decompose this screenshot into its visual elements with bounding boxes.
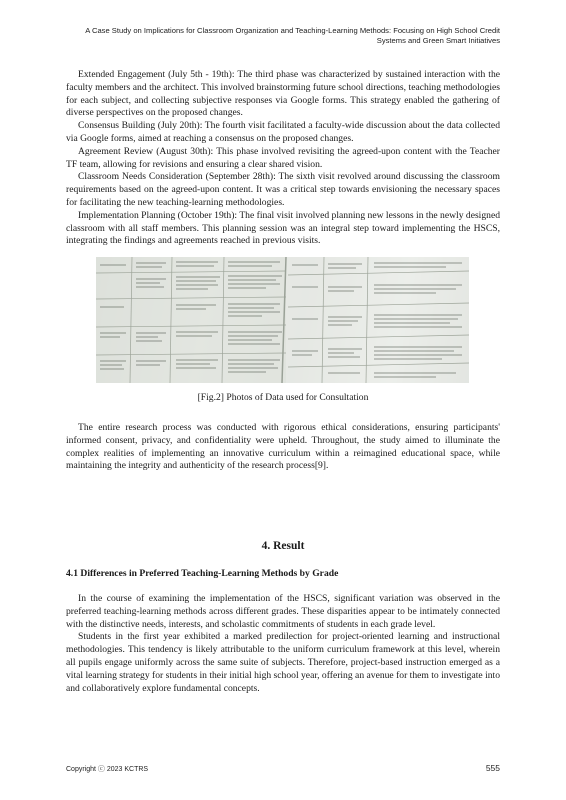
paragraph-classroom-needs: Classroom Needs Consideration (September 28th): The sixth visit revolved around discussing the classroom requirements based on the agreed-upon content. It was a critical step towards envisioning the necessary spaces for facilitating the new teaching-learning methodologies. <box>66 171 500 208</box>
methodology-phases-text <box>66 69 500 248</box>
page-number: 555 <box>485 763 500 773</box>
figure-caption: [Fig.2] Photos of Data used for Consultation <box>197 392 369 403</box>
paragraph-first-year: Students in the first year exhibited a marked predilection for project-oriented learning and instructional methodologies. This tendency is likely attributable to the uniform curriculum framework at this level, wherein all pupils engage uniformly across the same suite of subjects. Therefore, project-based instruction emerged as a vital learning strategy for students in their initial high school year, offering an avenue for them to investigate into and collaboratively explore fundamental concepts. <box>66 631 500 694</box>
copyright-notice: Copyright ⓒ 2023 KCTRS <box>66 766 149 773</box>
paragraph-consensus-building: Consensus Building (July 20th): The fourth visit facilitated a faculty-wide discussion about the data collected via Google forms, aimed at reaching a consensus on the proposed changes. <box>66 120 500 144</box>
subsection-title: 4.1 Differences in Preferred Teaching-Learning Methods by Grade <box>66 568 339 579</box>
paragraph-grade-variation: In the course of examining the implementation of the HSCS, significant variation was observed in the preferred teaching-learning methods across different grades. These disparities appear to be intimately connected with the distinctive needs, interests, and scholastic commitments of students in each grade level. <box>66 593 500 630</box>
section-title: 4. Result <box>261 540 305 552</box>
running-header-line-2: Systems and Green Smart Initiatives <box>376 36 500 45</box>
running-header-line-1: A Case Study on Implications for Classroom Organization and Teaching-Learning Methods: Focusing on High School Credit <box>85 26 500 35</box>
paragraph-ethics: The entire research process was conducted with rigorous ethical considerations, ensuring participants' informed consent, privacy, and confidentiality were upheld. Throughout, the study aimed to illuminate the complex realities of implementing an innovative curriculum within a reimagined educational space, while maintaining the integrity and authenticity of the research process[9]. <box>66 422 500 472</box>
running-header <box>60 26 500 46</box>
paragraph-agreement-review: Agreement Review (August 30th): This phase involved revisiting the agreed-upon content with the Teacher TF team, allowing for revisions and ensuring a clear shared vision. <box>66 145 500 170</box>
ethics-text <box>66 422 500 473</box>
consultation-data-photo <box>96 257 469 383</box>
consultation-data-photo-graphic <box>96 257 469 383</box>
paragraph-extended-engagement: Extended Engagement (July 5th - 19th): The third phase was characterized by sustained interaction with the faculty members and the architect. This involved brainstorming future school directions, teaching methodologies for each subject, and collecting subjective responses via Google forms. This strategy enabled the gathering of diverse perspectives on the proposed changes. <box>66 69 500 119</box>
results-text <box>66 593 500 695</box>
paragraph-implementation-planning: Implementation Planning (October 19th): The final visit involved planning new lessons in the newly designed classroom with all staff members. This planning session was an integral step toward implementing the HSCS, integrating the findings and agreements reached in previous visits. <box>66 209 500 247</box>
